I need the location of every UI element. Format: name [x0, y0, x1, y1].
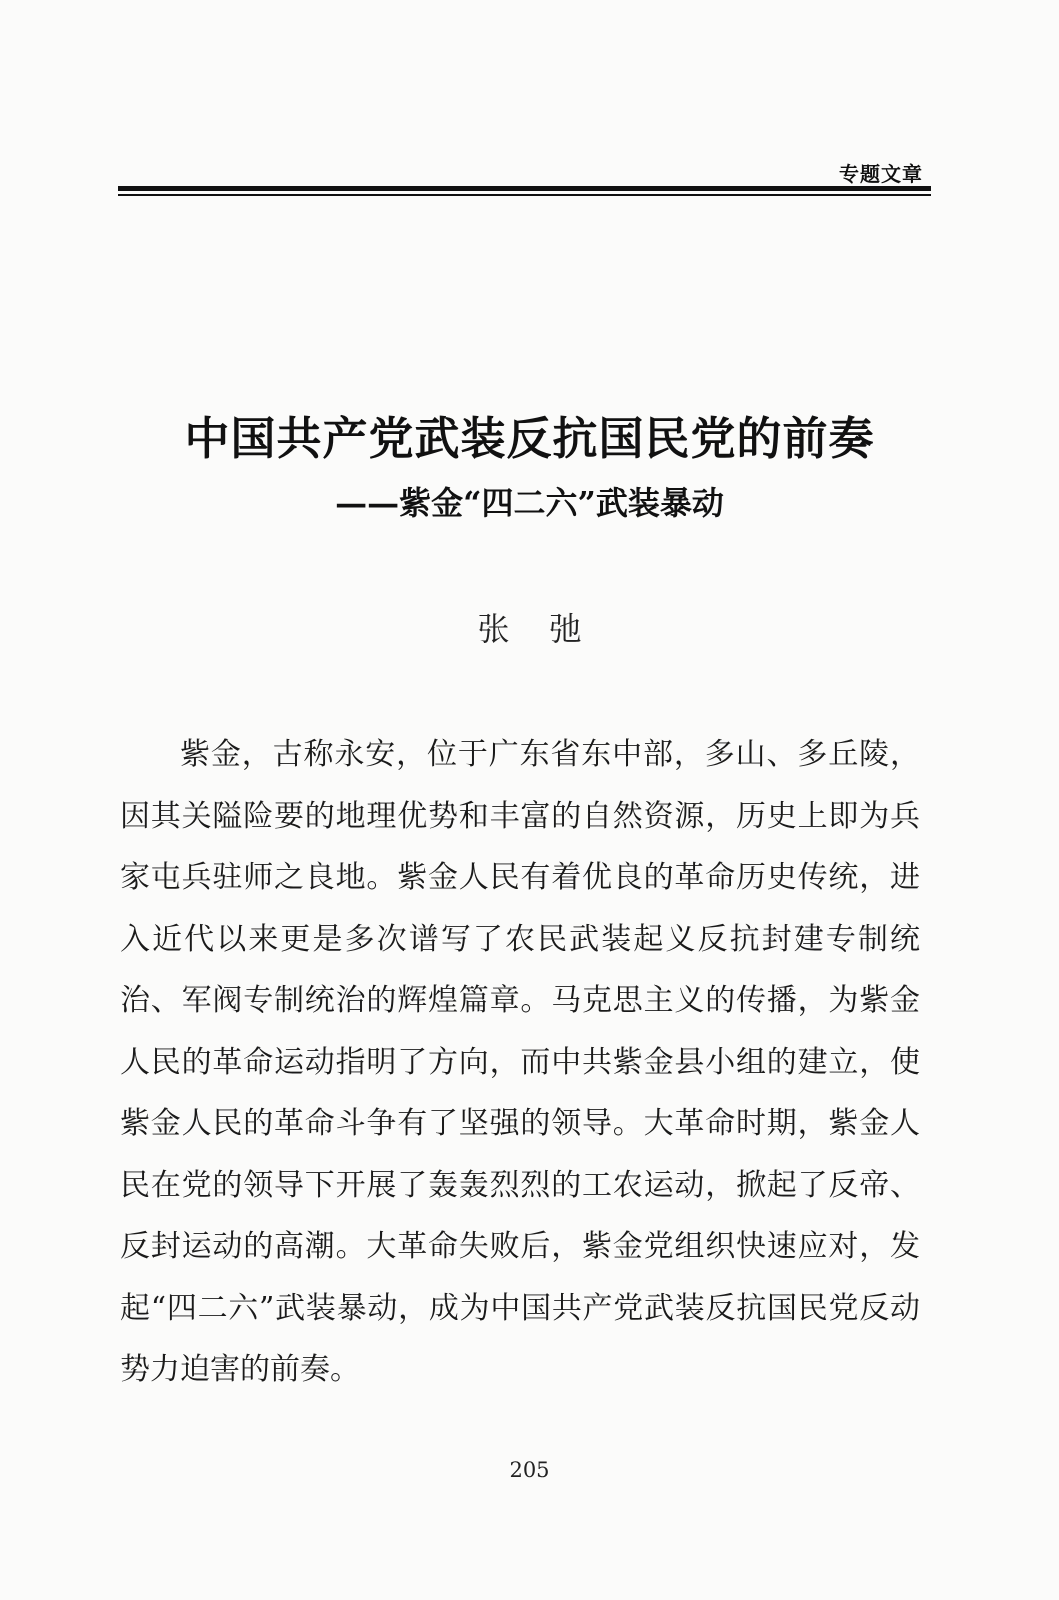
header-rule-thick: [118, 186, 931, 191]
article-title: 中国共产党武装反抗国民党的前奏: [184, 412, 875, 465]
article-author: 张弛: [477, 610, 622, 648]
section-label: 专题文章: [839, 162, 923, 186]
header-rule-thin: [118, 194, 931, 196]
article-paragraph: 紫金，古称永安，位于广东省东中部，多山、多丘陵，因其关隘险要的地理优势和丰富的自然资源，历史上即为兵家屯兵驻师之良地。紫金人民有着优良的革命历史传统，进入近代以来更是多次谱写了农民武装起义反抗封建专制统治、军阀专制统治的辉煌篇章。马克思主义的传播，为紫金人民的革命运动指明了方向，而中共紫金县小组的建立，使紫金人民的革命斗争有了坚强的领导。大革命时期，紫金人民在党的领导下开展了轰轰烈烈的工农运动，掀起了反帝、反封运动的高潮。大革命失败后，紫金党组织快速应对，发起“四二六”武装暴动，成为中国共产党武装反抗国民党反动势力迫害的前奏。: [120, 737, 920, 1387]
page-number: 205: [509, 1458, 550, 1482]
article-subtitle: ——紫金“四二六”武装暴动: [335, 484, 724, 522]
